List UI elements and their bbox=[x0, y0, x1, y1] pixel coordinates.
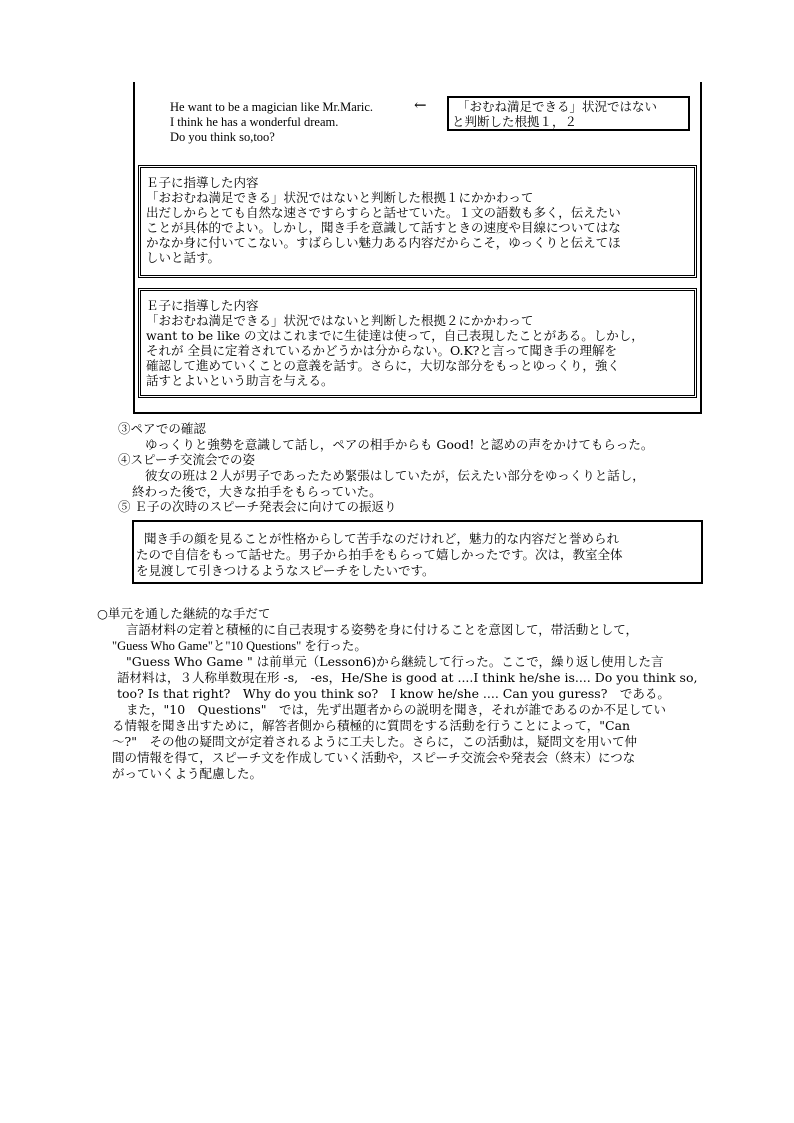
unit-line: がっていくよう配慮した。 bbox=[112, 766, 263, 781]
guidance-box-1-line: かなか身に付いてこない。すばらしい魅力ある内容だからこそ，ゆっくりと伝えてほ bbox=[146, 235, 621, 250]
section-3-text: ゆっくりと強勢を意識して話し，ペアの相手からも Good! と認めの声をかけてもらった。 bbox=[145, 437, 654, 452]
unit-heading: ○単元を通した継続的な手だて bbox=[97, 606, 271, 621]
guidance-box-2 bbox=[138, 288, 697, 398]
guidance-box-1-title: Ｅ子に指導した内容 bbox=[146, 175, 259, 190]
guidance-box-2-line: 話すとよいという助言を与える。 bbox=[146, 373, 334, 388]
speech-line-2: I think he has a wonderful dream. bbox=[170, 115, 339, 129]
left-arrow-icon: ← bbox=[414, 96, 427, 114]
unit-line: too? Is that right? Why do you think so? I know he/she .... Can you guress? である。 bbox=[117, 686, 670, 701]
guidance-box-2-line: 確認して進めていくことの意義を話す。さらに，大切な部分をもっとゆっくり，強く bbox=[146, 358, 620, 373]
reflection-line: たので自信をもって話せた。男子から拍手をもらって嬉しかったです。次は，教室全体 bbox=[136, 547, 623, 562]
unit-line: "Guess Who Game " は前単元（Lesson6)から継続して行った。ここで，繰り返し使用した言 bbox=[126, 654, 664, 669]
guidance-box-1-line: 「おおむね満足できる」状況ではないと判断した根拠１にかかわって bbox=[146, 190, 534, 205]
guidance-box-1-line: ことが具体的でよい。しかし，聞き手を意識して話すときの速度や目線についてはな bbox=[146, 220, 621, 235]
guidance-box-2-title: Ｅ子に指導した内容 bbox=[146, 298, 259, 313]
unit-line: また，"10 Questions" では，先ず出題者からの説明を聞き，それが誰であるのか不足してい bbox=[126, 702, 667, 717]
evidence-note-line-2: と判断した根拠１，２ bbox=[452, 114, 578, 129]
reflection-line: を見渡して引きつけるようなスピーチをしたいです。 bbox=[136, 563, 435, 578]
unit-line: 言語材料の定着と積極的に自己表現する姿勢を身に付けることを意図して，帯活動として， bbox=[126, 622, 639, 637]
guidance-box-1 bbox=[138, 165, 697, 278]
guidance-box-2-line: want to be like の文はこれまでに生徒達は使って，自己表現したことがある。しかし， bbox=[146, 328, 644, 343]
reflection-line: 聞き手の顔を見ることが性格からして苦手なのだけれど，魅力的な内容だと誉められ bbox=[144, 531, 620, 546]
unit-line: 間の情報を得て，スピーチ文を作成していく活動や，スピーチ交流会や発表会（終末）につな bbox=[112, 750, 636, 765]
section-4-heading: ④スピーチ交流会での姿 bbox=[118, 452, 256, 467]
evidence-note-box bbox=[447, 96, 690, 131]
unit-line: 語材料は，３人称単数現在形 -s, -es，He/She is good at ....I think he/she is.... Do you think so, bbox=[117, 670, 698, 685]
speech-line-3: Do you think so,too? bbox=[170, 130, 275, 144]
evidence-note-line-1: 「おむね満足できる」状況ではない bbox=[457, 99, 658, 114]
section-4-line: 終わった後で，大きな拍手をもらっていた。 bbox=[132, 484, 382, 499]
guidance-box-1-line: 出だしからとても自然な速さですらすらと話せていた。１文の語数も多く，伝えたい bbox=[146, 205, 621, 220]
section-4-line: 彼女の班は２人が男子であったため緊張はしていたが，伝えたい部分をゆっくりと話し， bbox=[145, 468, 645, 483]
section-5-heading: ⑤ Ｅ子の次時のスピーチ発表会に向けての振返り bbox=[118, 499, 397, 514]
speech-line-1: He want to be a magician like Mr.Maric. bbox=[170, 100, 374, 114]
unit-line: る情報を聞き出すために，解答者側から積極的に質問をする活動を行うことによって，"Can bbox=[112, 718, 631, 733]
guidance-box-2-line: それが 全員に定着されているかどうかは分からない。O.K?と言って聞き手の理解を bbox=[146, 343, 618, 358]
unit-line: ～?" その他の疑問文が定着されるように工夫した。さらに，この活動は，疑問文を用いて仲 bbox=[112, 734, 637, 749]
guidance-box-2-line: 「おおむね満足できる」状況ではないと判断した根拠２にかかわって bbox=[146, 313, 534, 328]
reflection-box bbox=[132, 520, 703, 584]
section-3-heading: ③ペアでの確認 bbox=[118, 421, 206, 436]
unit-line: "Guess Who Game"と"10 Questions" を行った。 bbox=[112, 639, 367, 653]
guidance-box-1-line: しいと話す。 bbox=[146, 250, 221, 265]
